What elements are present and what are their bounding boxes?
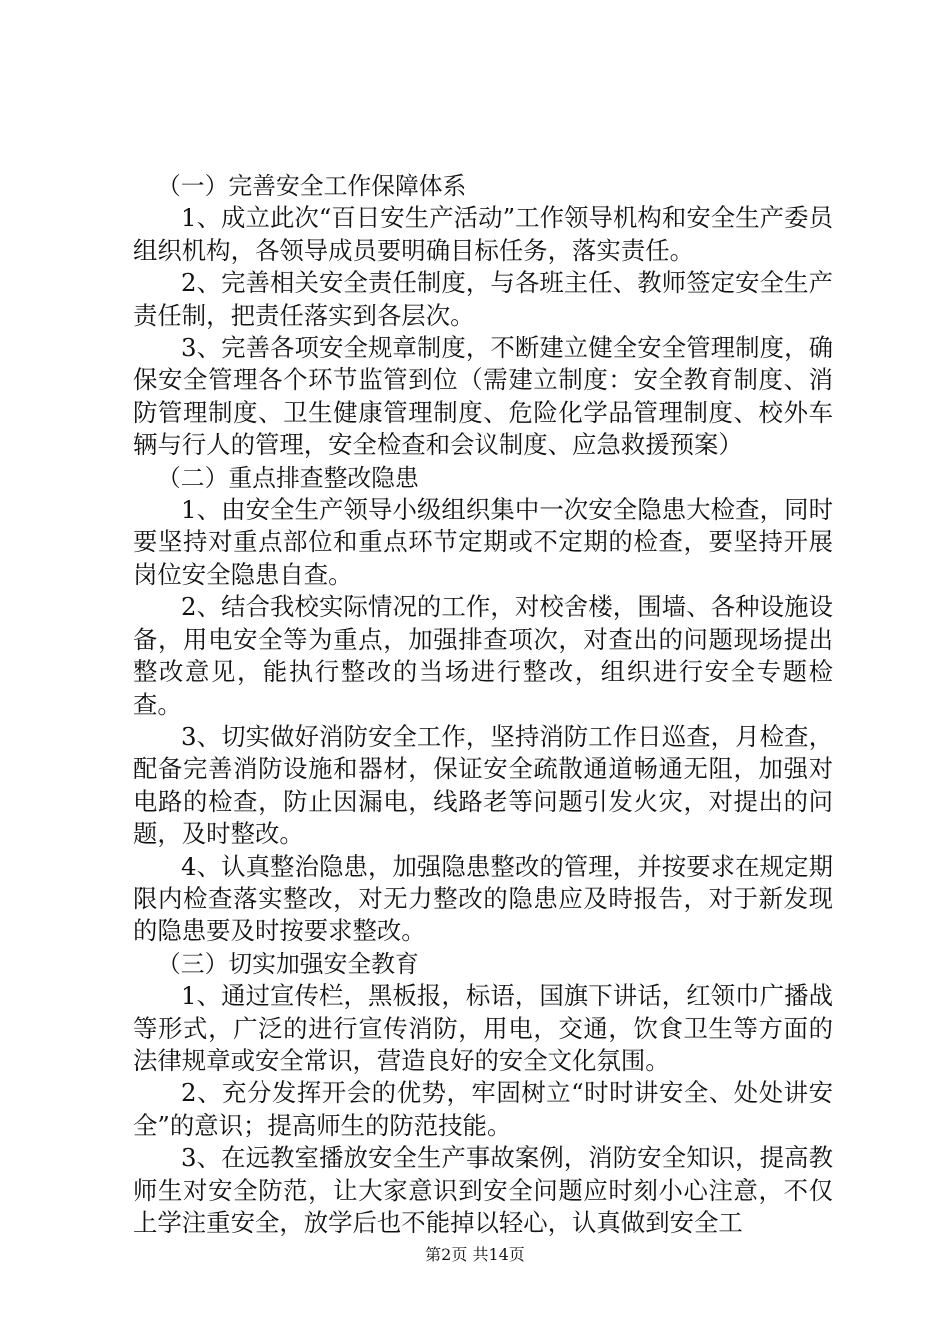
paragraph: 2、完善相关安全责任制度，与各班主任、教师签定安全生产责任制，把责任落实到各层次。	[133, 268, 833, 330]
section-heading: （一）完善安全工作保障体系	[157, 172, 467, 200]
paragraph: 1、成立此次“百日安生产活动”工作领导机构和安全生产委员组织机构，各领导成员要明确目标任务，落实责任。	[133, 203, 833, 265]
paragraph: 2、充分发挥开会的优势，牢固树立“时时讲安全、处处讲安全”的意识；提高师生的防范技能。	[133, 1078, 833, 1140]
section-heading: （三）切实加强安全教育	[157, 949, 419, 978]
document-body	[133, 170, 833, 1239]
page-number-footer: 第2页 共14页	[425, 1245, 525, 1264]
paragraph: 3、在远教室播放安全生产事故案例，消防安全知识，提高教师生对安全防范，让大家意识到安全问题应时刻小心注意，不仅上学注重安全，放学后也不能掉以轻心，认真做到安全工	[133, 1143, 833, 1237]
paragraph: 3、完善各项安全规章制度，不断建立健全安全管理制度，确保安全管理各个环节监管到位（需建立制度：安全教育制度、消防管理制度、卫生健康管理制度、危险化学品管理制度、校外车辆与行人的管理，安全检查和会议制度、应急救援预案）	[133, 333, 833, 460]
paragraph: 4、认真整治隐患，加强隐患整改的管理，并按要求在规定期限内检查落实整改，对无力整改的隐患应及時报告，对于新发现的隐患要及时按要求整改。	[133, 851, 833, 946]
paragraph: 1、通过宣传栏，黑板报，标语，国旗下讲话，红领巾广播战等形式，广泛的进行宣传消防，用电，交通，饮食卫生等方面的法律规章或安全常识，营造良好的安全文化氛围。	[133, 981, 833, 1075]
paragraph: 1、由安全生产领导小级组织集中一次安全隐患大检查，同时要坚持对重点部位和重点环节定期或不定期的检查，要坚持开展岗位安全隐患自查。	[133, 495, 833, 589]
section-heading: （二）重点排查整改隐患	[157, 463, 419, 492]
paragraph: 3、切实做好消防安全工作，坚持消防工作日巡查，月检查，配备完善消防设施和器材，保证安全疏散通道畅通无阻，加强对电路的检查，防止因漏电，线路老等问题引发火灾，对提出的问题，及时整改。	[133, 721, 833, 849]
paragraph: 2、结合我校实际情况的工作，对校舍楼，围墙、各种设施设备，用电安全等为重点，加强排查项次，对查出的问题现场提出整改意见，能执行整改的当场进行整改，组织进行安全专题检查。	[133, 592, 833, 719]
